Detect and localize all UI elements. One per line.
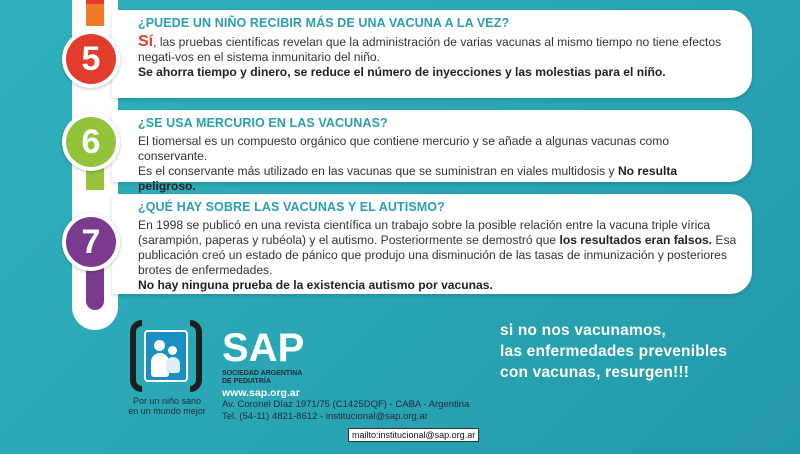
- contact-info: [222, 399, 469, 423]
- badge-number: 6: [66, 117, 116, 167]
- answer-text-1: El tiomersal es un compuesto orgánico que contiene mercurio y se añade a algunas vacunas como conservante.: [138, 134, 670, 163]
- number-badge-7: [62, 213, 120, 271]
- bracket-right: [190, 320, 202, 392]
- faq-question-6: ¿SE USA MERCURIO EN LAS VACUNAS?: [138, 116, 388, 130]
- footer: [0, 300, 800, 454]
- sap-logo-icon: [130, 320, 202, 392]
- faq-card-5: [112, 10, 752, 98]
- logo-tagline: [112, 396, 222, 416]
- phone-line: Tel. (54-11) 4821-8612 - institucional@sap.org.ar: [222, 411, 428, 422]
- answer-bold: Se ahorra tiempo y dinero, se reduce el número de inyecciones y las molestias para el niño.: [138, 65, 666, 79]
- mailto-tooltip: mailto:institucional@sap.org.ar: [348, 428, 479, 442]
- brand-subtitle: [222, 370, 342, 386]
- answer-bold: No resulta peligroso.: [138, 164, 678, 193]
- figure-head-adult: [154, 340, 165, 351]
- answer-text-2: Es el conservante más utilizado en las vacunas que se suministran en viales multidosis y: [138, 164, 618, 178]
- answer-text-1: En 1998 se publicó en una revista científica un trabajo sobre la posible relación entre la vacuna triple vírica (sarampión, paperas y rubéola) y el autismo. Posteriormente se demostró que: [138, 218, 711, 247]
- faq-card-7: [112, 194, 752, 294]
- answer-bold-2: No hay ninguna prueba de la existencia autismo por vacunas.: [138, 278, 493, 292]
- answer-text-2: Esa publicación creó un estado de pánico que produjo una disminución de las tasas de inmunización y posteriores brotes de enfermedades.: [138, 233, 737, 277]
- faq-question-7: ¿QUÉ HAY SOBRE LAS VACUNAS Y EL AUTISMO?: [138, 200, 445, 214]
- bracket-left: [130, 320, 142, 392]
- answer-bold-1: los resultados eran falsos.: [559, 233, 713, 247]
- brand-title: SAP: [222, 326, 305, 370]
- answer-text: , las pruebas científicas revelan que la administración de varias vacunas al mismo tiempo no tiene efectos negati-vos en el sistema inmunitario del niño.: [138, 35, 722, 64]
- badge-number: 5: [66, 34, 116, 84]
- faq-answer-7: [138, 218, 738, 293]
- faq-question-5: ¿PUEDE UN NIÑO RECIBIR MÁS DE UNA VACUNA A LA VEZ?: [138, 16, 510, 30]
- faq-answer-5: [138, 34, 738, 80]
- faq-answer-6: [138, 134, 738, 194]
- faq-card-6: [112, 110, 752, 193]
- timeline-stripe-orange: [86, 4, 104, 26]
- figure-head-child: [168, 346, 177, 355]
- slogan-line-3: con vacunas, resurgen!!!: [500, 364, 690, 381]
- tagline-line-1: Por un niño sano: [132, 396, 202, 406]
- number-badge-5: [62, 30, 120, 88]
- website-link[interactable]: www.sap.org.ar: [222, 387, 300, 399]
- slogan: [500, 320, 727, 383]
- address-line: Av. Coronel Díaz 1971/75 (C1425DQF) - CABA - Argentina: [222, 399, 470, 410]
- badge-number: 7: [66, 217, 116, 267]
- tagline-line-2: en un mundo mejor: [128, 406, 206, 416]
- figure-body-child: [166, 357, 180, 373]
- slogan-line-1: si no nos vacunamos,: [500, 322, 666, 339]
- brand-subtitle-line-1: SOCIEDAD ARGENTINA: [222, 370, 303, 377]
- number-badge-6: [62, 113, 120, 171]
- brand-subtitle-line-2: DE PEDIATRÍA: [222, 378, 271, 385]
- answer-lead: Sí: [138, 33, 154, 50]
- logo-figures: [144, 330, 188, 382]
- slogan-line-2: las enfermedades prevenibles: [500, 343, 728, 360]
